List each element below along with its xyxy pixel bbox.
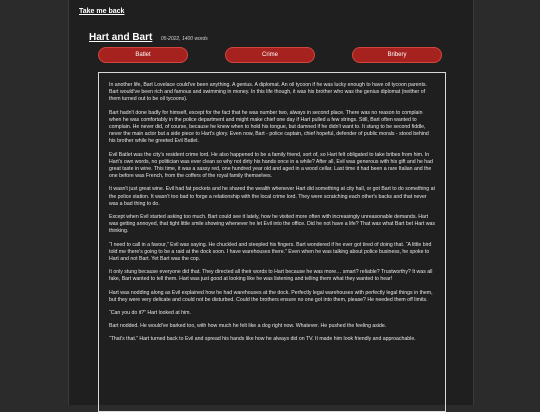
- story-body: [98, 72, 446, 412]
- tag-button-crime[interactable]: Crime: [225, 47, 315, 63]
- tag-list: [98, 47, 442, 64]
- back-link[interactable]: Take me back: [79, 8, 125, 15]
- story-paragraph: It wasn't just great wine. Evil had fat pockets and he shared the wealth whenever Hart did something at city hall, or got Bart to do something at the police station. It wasn't too bad to forge a relationship with the local crime lord. They were scratching each other's backs and that never was a bad thing to do.: [109, 186, 435, 207]
- story-paragraph: Bart nodded. He would've barked too, with how much he felt like a dog right now. Whatever. He pushed the feeling aside.: [109, 323, 387, 330]
- tag-button-batlet[interactable]: Batlet: [98, 47, 188, 63]
- story-paragraph: Hart was nodding along as Evil explained how he had warehouses at the dock. Perfectly legal warehouses with perfectly legal things in them, but they were very delicate and could not be disturbed. Could the brothers ensure no one got into them, please? He needed them off limits.: [109, 289, 433, 303]
- story-paragraph: It only stung because everyone did that. They directed all their words to Hart because he was more… smart? reliable? Trustworthy? It was all fake, Bart wanted to tell them. Hart was just good at looking like he was listening and telling them what they wanted to hear!: [109, 269, 433, 283]
- story-paragraph: “I need to call in a favour,” Evil was saying. He chuckled and steepled his fingers. Bart wondered if he ever got tired of doing that. “A little bird told me there's going to be a raid at the dock soon. I have warehouses there.” Even when he was talking about police business, he spoke to Hart and not Bart. Yet Bart was the cop.: [109, 241, 432, 263]
- story-paragraph: Evil Batlet was the city's resident crime lord. He also happened to be a family friend, sort of, so Hart felt obligated to take bribes from him. In Hart's own words, no politician was ever clean so why not dirty his hands once in a while? After all, Evil was generous with his gift and he had great taste in wine. This time, it was a sassy red, one hundred year old and aged in a wood cellar. Last time it had been a rare Italian and the one before was French, from the coffers of the royal family themselves.: [109, 151, 433, 180]
- story-title[interactable]: Hart and Bart: [89, 32, 153, 43]
- story-paragraph: Bart hadn't done badly for himself, except for the fact that he was number two, always in second place. There was no reason to complain when he was comfortably in the police department and might make chief one day if Hart pulled a few strings. Still, Bart often wanted to complain. He never did, of course, because he knew when to hold his tongue, but damned if he didn't want to. It stung to be second fiddle, never the main actor but a side piece to Hart's glory. Even now, Bart - police captain, chief hopeful, defender of public morals - stood behind his brother while he greeted Evil Batlet.: [109, 109, 429, 145]
- story-paragraph: Except when Evil started asking too much. Bart could see it lately, how he visited more often with increasingly unreasonable demands. Hart was getting annoyed, that tight little smile showing whenever he let Evil into the office. Did he not have a life? That was what Bart bet Hart was thinking.: [109, 214, 435, 235]
- story-paragraph: In another life, Bart Lovelace could've been anything. A genius. A diplomat. An oil tycoon if he was lucky enough to have oil tycoon parents. Bart would've been rich and famous and swimming in money. In this life though, it was his brother who was the genius diplomat (neither of them turned out to be oil tycoons).: [109, 82, 427, 103]
- story-paragraph: “Can you do it?” Hart looked at him.: [109, 310, 191, 317]
- tag-button-bribery[interactable]: Bribery: [352, 47, 442, 63]
- story-paragraph: “That's that.” Hart turned back to Evil and spread his hands like how he always did on TV. It made him look friendly and approachable.: [109, 336, 416, 343]
- title-row: [89, 27, 208, 45]
- story-meta: 05-2022, 1400 words: [160, 36, 208, 42]
